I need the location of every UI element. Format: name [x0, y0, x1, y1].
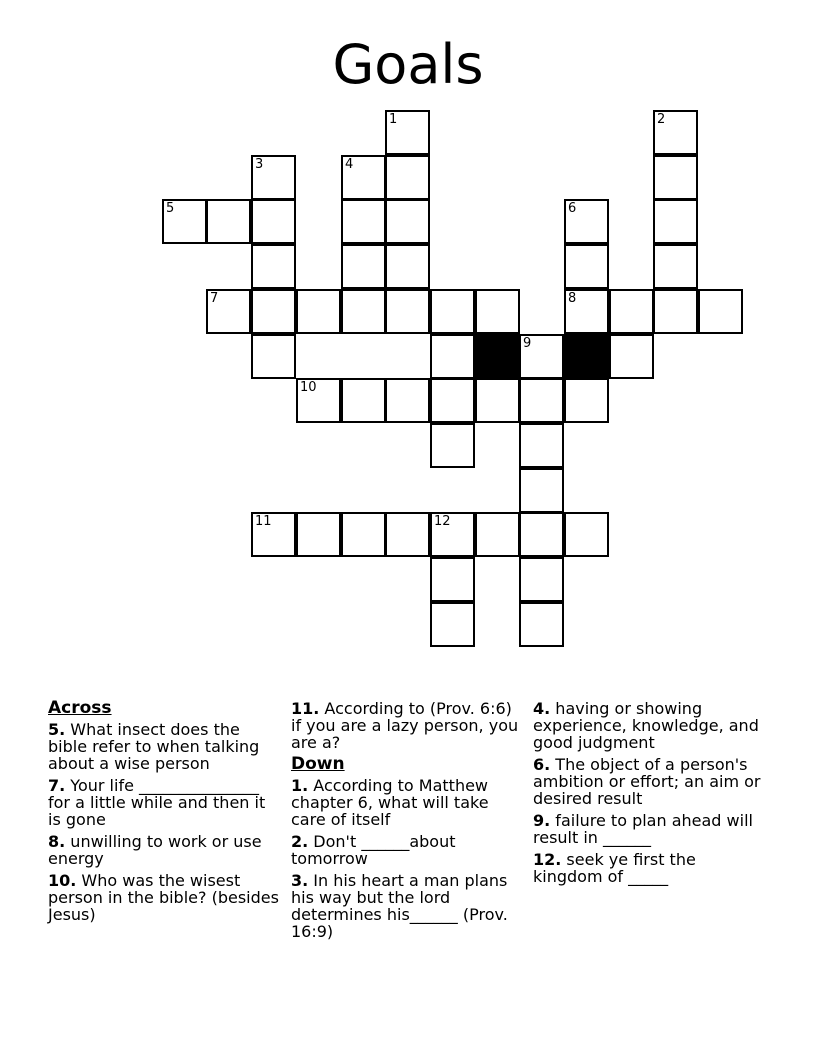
crossword-cell[interactable]: [251, 334, 296, 379]
clue-item-text: In his heart a man plans his way but the lord determines his______ (Prov. 16:9): [291, 871, 508, 941]
crossword-cell[interactable]: [206, 199, 251, 244]
crossword-cell[interactable]: [475, 512, 520, 557]
crossword-cell[interactable]: [162, 199, 207, 244]
clues-column-1: [48, 700, 280, 928]
crossword-cell[interactable]: [519, 378, 564, 423]
crossword-cell[interactable]: [341, 244, 386, 289]
clue-item-number: 5.: [48, 720, 66, 739]
clue-number: 6: [568, 201, 577, 216]
clues-column-2: [291, 700, 523, 945]
crossword-cell[interactable]: [564, 244, 609, 289]
clue-number: 9: [523, 336, 532, 351]
crossword-cell[interactable]: [430, 289, 475, 334]
clue-number: 12: [434, 514, 451, 529]
crossword-cell[interactable]: [296, 378, 341, 423]
crossword-cell[interactable]: [653, 289, 698, 334]
crossword-cell[interactable]: [430, 334, 475, 379]
clue-item: [291, 833, 523, 867]
crossword-cell[interactable]: [385, 289, 430, 334]
clues-column-3: [533, 700, 765, 890]
crossword-cell[interactable]: [385, 378, 430, 423]
clue-number: 10: [300, 380, 317, 395]
page-title: Goals: [332, 33, 484, 96]
clue-item: [533, 756, 765, 807]
crossword-block: [475, 334, 520, 379]
clue-item-number: 8.: [48, 832, 66, 851]
crossword-cell[interactable]: [341, 378, 386, 423]
clue-item: [48, 777, 280, 828]
clue-item: [48, 872, 280, 923]
crossword-cell[interactable]: [385, 244, 430, 289]
clue-item-text: The object of a person's ambition or effort; an aim or desired result: [533, 755, 761, 808]
crossword-cell[interactable]: [564, 378, 609, 423]
crossword-cell[interactable]: [385, 199, 430, 244]
clue-item-number: 1.: [291, 776, 309, 795]
clue-number: 5: [166, 201, 175, 216]
crossword-cell[interactable]: [519, 468, 564, 513]
crossword-cell[interactable]: [385, 110, 430, 155]
crossword-cell[interactable]: [519, 334, 564, 379]
crossword-cell[interactable]: [341, 155, 386, 200]
clue-number: 7: [210, 291, 219, 306]
clue-item: [291, 700, 523, 751]
crossword-cell[interactable]: [475, 378, 520, 423]
clue-item-text: unwilling to work or use energy: [48, 832, 262, 868]
crossword-cell[interactable]: [609, 334, 654, 379]
crossword-cell[interactable]: [296, 289, 341, 334]
clue-item-number: 12.: [533, 850, 562, 869]
down-heading: Down: [291, 754, 345, 774]
crossword-cell[interactable]: [341, 512, 386, 557]
clue-number: 8: [568, 291, 577, 306]
clue-item-text: Your life _______________ for a little while and then it is gone: [48, 776, 266, 829]
clue-item-text: seek ye first the kingdom of _____: [533, 850, 696, 886]
clue-item-text: having or showing experience, knowledge, and good judgment: [533, 699, 759, 752]
clue-item-text: failure to plan ahead will result in ______: [533, 811, 753, 847]
clue-item-number: 2.: [291, 832, 309, 851]
crossword-cell[interactable]: [653, 155, 698, 200]
clue-item: [48, 833, 280, 867]
crossword-cell[interactable]: [698, 289, 743, 334]
crossword-cell[interactable]: [653, 244, 698, 289]
clue-item-number: 7.: [48, 776, 66, 795]
crossword-cell[interactable]: [296, 512, 341, 557]
clue-item: [48, 721, 280, 772]
clue-item-number: 10.: [48, 871, 77, 890]
crossword-cell[interactable]: [564, 512, 609, 557]
crossword-cell[interactable]: [653, 199, 698, 244]
crossword-cell[interactable]: [430, 602, 475, 647]
clue-number: 3: [255, 157, 264, 172]
crossword-cell[interactable]: [519, 602, 564, 647]
clue-item-number: 6.: [533, 755, 551, 774]
crossword-cell[interactable]: [430, 378, 475, 423]
crossword-cell[interactable]: [206, 289, 251, 334]
clue-item-text: According to (Prov. 6:6) if you are a lazy person, you are a?: [291, 699, 519, 752]
clue-number: 11: [255, 514, 272, 529]
clue-number: 1: [389, 112, 398, 127]
crossword-cell[interactable]: [430, 512, 475, 557]
crossword-cell[interactable]: [251, 155, 296, 200]
crossword-cell[interactable]: [385, 512, 430, 557]
crossword-cell[interactable]: [251, 512, 296, 557]
crossword-cell[interactable]: [519, 557, 564, 602]
clue-item-number: 11.: [291, 699, 320, 718]
crossword-cell[interactable]: [519, 512, 564, 557]
clue-item-number: 4.: [533, 699, 551, 718]
crossword-cell[interactable]: [564, 289, 609, 334]
crossword-cell[interactable]: [430, 557, 475, 602]
crossword-cell[interactable]: [385, 155, 430, 200]
crossword-cell[interactable]: [251, 199, 296, 244]
crossword-cell[interactable]: [251, 244, 296, 289]
clue-item: [533, 700, 765, 751]
crossword-cell[interactable]: [653, 110, 698, 155]
clues-section: [48, 700, 768, 1000]
crossword-cell[interactable]: [251, 289, 296, 334]
clue-item-text: According to Matthew chapter 6, what will take care of itself: [291, 776, 489, 829]
crossword-cell[interactable]: [519, 423, 564, 468]
clue-item: [533, 812, 765, 846]
clue-item: [291, 777, 523, 828]
crossword-block: [564, 334, 609, 379]
crossword-cell[interactable]: [341, 199, 386, 244]
crossword-cell[interactable]: [609, 289, 654, 334]
crossword-cell[interactable]: [564, 199, 609, 244]
clue-number: 2: [657, 112, 666, 127]
crossword-cell[interactable]: [430, 423, 475, 468]
clue-item: [291, 872, 523, 940]
crossword-cell[interactable]: [475, 289, 520, 334]
clue-item-text: Who was the wisest person in the bible? (besides Jesus): [48, 871, 279, 924]
clue-item-text: Don't ______about tomorrow: [291, 832, 456, 868]
clue-item-number: 9.: [533, 811, 551, 830]
clue-item-number: 3.: [291, 871, 309, 890]
clue-item: [533, 851, 765, 885]
clue-number: 4: [345, 157, 354, 172]
clue-item-text: What insect does the bible refer to when talking about a wise person: [48, 720, 260, 773]
across-heading: Across: [48, 698, 112, 718]
crossword-cell[interactable]: [341, 289, 386, 334]
